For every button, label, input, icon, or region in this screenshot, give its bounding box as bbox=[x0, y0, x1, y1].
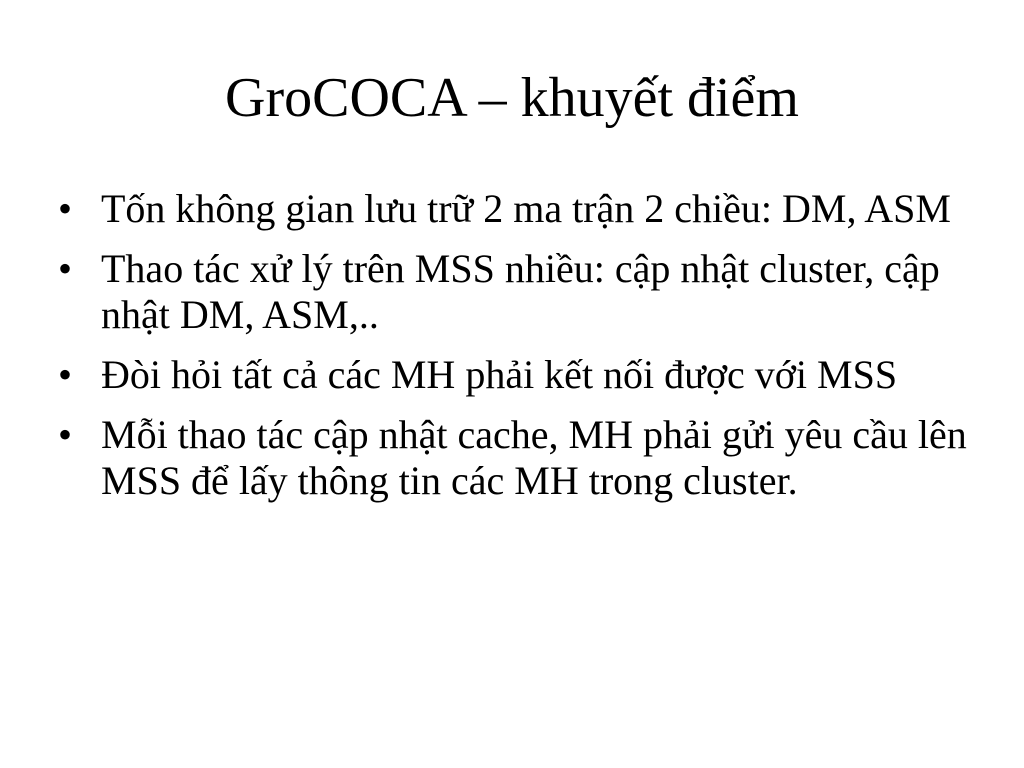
slide-title: GroCOCA – khuyết điểm bbox=[225, 67, 799, 129]
bullet-text: Mỗi thao tác cập nhật cache, MH phải gửi yêu cầu lên MSS để lấy thông tin các MH trong cluster. bbox=[101, 412, 967, 503]
bullet-point-icon: • bbox=[58, 412, 73, 457]
bullet-point-icon: • bbox=[58, 186, 73, 231]
bullet-text: Đòi hỏi tất cả các MH phải kết nối được với MSS bbox=[101, 352, 898, 397]
bullet-point-icon: • bbox=[58, 352, 73, 397]
bullet-text: Thao tác xử lý trên MSS nhiều: cập nhật cluster, cập nhật DM, ASM,.. bbox=[101, 246, 940, 337]
bullet-item-mh-connection bbox=[58, 352, 978, 398]
bullet-item-cache-update bbox=[58, 412, 978, 504]
bullet-text: Tốn không gian lưu trữ 2 ma trận 2 chiều: DM, ASM bbox=[101, 186, 951, 231]
bullet-list bbox=[58, 186, 978, 518]
bullet-item-mss-operations bbox=[58, 246, 978, 338]
bullet-item-storage bbox=[58, 186, 978, 232]
bullet-point-icon: • bbox=[58, 246, 73, 291]
